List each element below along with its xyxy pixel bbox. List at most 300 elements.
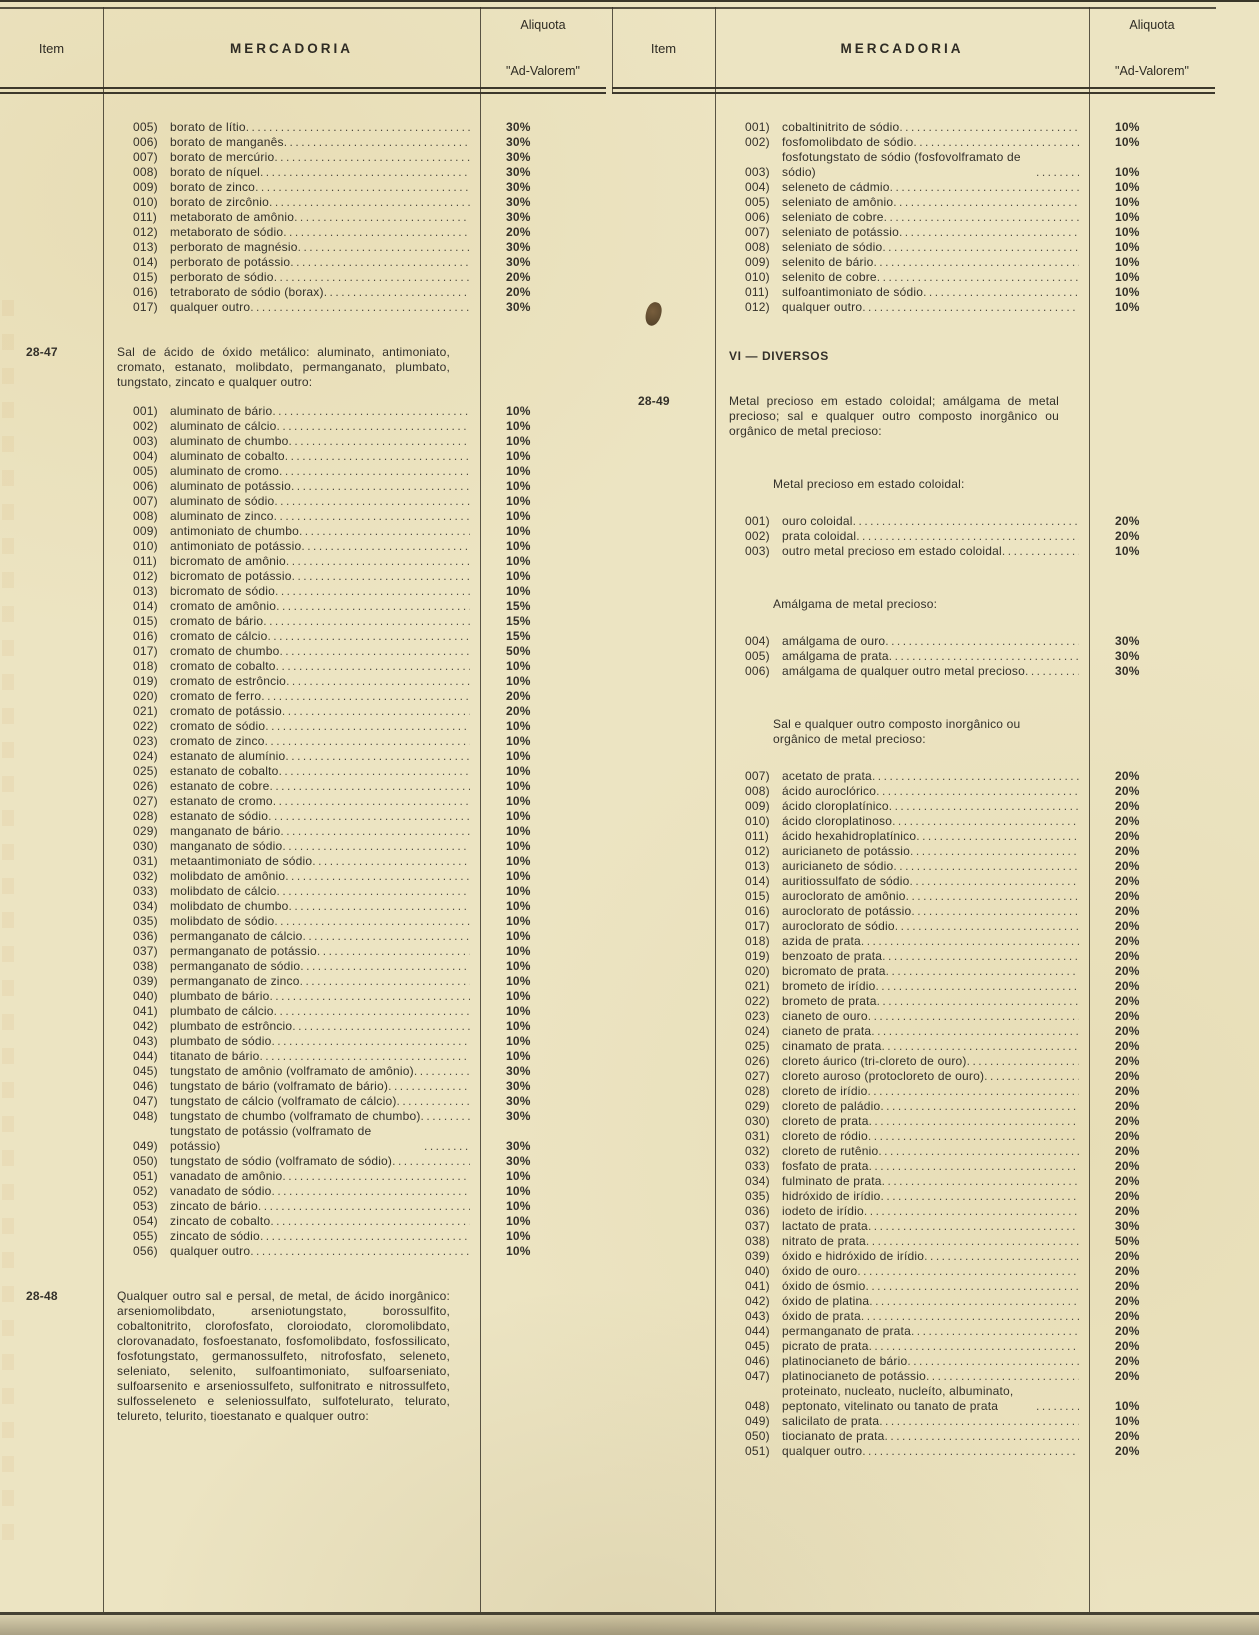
column-header-item: Item <box>38 40 65 56</box>
entry-text: aluminato de cobalto <box>170 449 285 463</box>
dot-leader <box>299 524 470 539</box>
aliquota-value: 10% <box>506 434 531 448</box>
heading-block <box>612 394 1215 439</box>
aliquota-value: 20% <box>1115 979 1140 993</box>
mercadoria-cell <box>715 1354 1089 1369</box>
dot-leader <box>261 689 470 704</box>
aliquota-value: 10% <box>1115 285 1140 299</box>
aliquota-value: 20% <box>1115 1084 1140 1098</box>
entry-number: 010) <box>133 195 158 209</box>
column-header-mercadoria: MERCADORIA <box>230 40 353 56</box>
aliquota-value: 20% <box>1115 1069 1140 1083</box>
subheading-text: Sal e qualquer outro composto inorgânico ou orgânico de metal precioso: <box>773 717 1021 746</box>
dot-leader <box>1002 544 1079 559</box>
entry-text: tungstato de sódio (volframato de sódio) <box>170 1154 393 1168</box>
dot-leader <box>916 829 1079 844</box>
entry-number: 049) <box>745 1414 770 1428</box>
entry-number: 020) <box>745 964 770 978</box>
mercadoria-cell <box>103 914 480 929</box>
mercadoria-cell <box>715 1054 1089 1069</box>
aliquota-value: 10% <box>506 869 531 883</box>
mercadoria-cell <box>715 1279 1089 1294</box>
mercadoria-cell <box>103 839 480 854</box>
table-row <box>0 509 606 524</box>
page-bottom-shadow <box>0 1615 1259 1635</box>
dot-leader <box>301 539 470 554</box>
entry-number: 031) <box>133 854 158 868</box>
header-divider-rule <box>0 87 606 94</box>
table-row <box>612 195 1215 210</box>
entry-number: 006) <box>745 210 770 224</box>
entry-number: 016) <box>133 629 158 643</box>
entry-number: 032) <box>133 869 158 883</box>
dot-leader <box>857 1264 1079 1279</box>
aliquota-value: 10% <box>506 419 531 433</box>
table-row <box>612 1159 1215 1174</box>
entry-text: cianeto de prata <box>782 1024 872 1038</box>
aliquota-value: 10% <box>506 674 531 688</box>
mercadoria-cell <box>103 240 480 255</box>
aliquota-value: 20% <box>506 225 531 239</box>
entry-text: cromato de amônio <box>170 599 277 613</box>
entry-text: manganato de bário <box>170 824 281 838</box>
entry-number: 023) <box>133 734 158 748</box>
mercadoria-cell <box>103 584 480 599</box>
entry-text: molibdato de amônio <box>170 869 286 883</box>
dot-leader <box>276 599 470 614</box>
table-row <box>0 614 606 629</box>
aliquota-value: 20% <box>1115 1129 1140 1143</box>
table-row <box>0 210 606 225</box>
entry-text: titanato de bário <box>170 1049 260 1063</box>
dot-leader <box>877 994 1079 1009</box>
aliquota-value: 10% <box>506 449 531 463</box>
mercadoria-cell <box>103 255 480 270</box>
aliquota-value: 20% <box>1115 1444 1140 1458</box>
table-row <box>0 824 606 839</box>
entry-number: 028) <box>745 1084 770 1098</box>
mercadoria-cell <box>715 814 1089 829</box>
entry-number: 017) <box>133 300 158 314</box>
mercadoria-cell <box>103 1244 480 1259</box>
dot-leader <box>875 979 1079 994</box>
table-row <box>612 1054 1215 1069</box>
table-row <box>0 464 606 479</box>
mercadoria-cell <box>715 769 1089 784</box>
aliquota-value: 30% <box>506 300 531 314</box>
mercadoria-cell <box>103 764 480 779</box>
entry-text: aluminato de chumbo <box>170 434 289 448</box>
entry-number: 043) <box>745 1309 770 1323</box>
entry-number: 005) <box>133 120 158 134</box>
aliquota-value: 10% <box>506 719 531 733</box>
aliquota-value: 10% <box>506 1169 531 1183</box>
table-row <box>0 449 606 464</box>
entry-text: cianeto de ouro <box>782 1009 868 1023</box>
entry-number: 004) <box>133 449 158 463</box>
entry-number: 002) <box>745 529 770 543</box>
entry-text: molibdato de cálcio <box>170 884 277 898</box>
dot-leader <box>312 854 470 869</box>
table-row <box>0 659 606 674</box>
table-row <box>612 1099 1215 1114</box>
dot-leader <box>895 919 1079 934</box>
dot-leader <box>277 419 470 434</box>
table-row <box>612 1174 1215 1189</box>
aliquota-value: 20% <box>506 689 531 703</box>
mercadoria-cell <box>103 719 480 734</box>
entry-text: cloreto áurico (tri-cloreto de ouro) <box>782 1054 967 1068</box>
aliquota-value: 20% <box>1115 1099 1140 1113</box>
table-row <box>612 889 1215 904</box>
entry-text: iodeto de irídio <box>782 1204 864 1218</box>
entry-text: estanato de cobalto <box>170 764 279 778</box>
dot-leader <box>289 434 470 449</box>
dot-leader <box>414 1064 470 1079</box>
table-row <box>0 1124 606 1154</box>
entry-text: tungstato de potássio (volframato de potássio) <box>170 1124 372 1153</box>
entries-block <box>612 120 1215 315</box>
entry-number: 002) <box>745 135 770 149</box>
mercadoria-cell <box>103 270 480 285</box>
mercadoria-cell <box>715 1099 1089 1114</box>
aliquota-value: 20% <box>506 270 531 284</box>
table-row <box>0 479 606 494</box>
entry-number: 035) <box>745 1189 770 1203</box>
dot-leader <box>886 964 1079 979</box>
mercadoria-cell <box>103 1199 480 1214</box>
mercadoria-cell <box>715 1414 1089 1429</box>
entry-number: 017) <box>745 919 770 933</box>
entry-number: 037) <box>133 944 158 958</box>
entry-text: cloreto de paládio <box>782 1099 881 1113</box>
dot-leader <box>324 285 470 300</box>
table-row <box>612 664 1215 679</box>
table-row <box>0 1079 606 1094</box>
entry-number: 013) <box>745 859 770 873</box>
entry-text: cloreto de rutênio <box>782 1144 879 1158</box>
table-row <box>0 584 606 599</box>
entry-text: auricianeto de sódio <box>782 859 894 873</box>
entry-text: seleniato de amônio <box>782 195 894 209</box>
dot-leader <box>290 255 470 270</box>
mercadoria-cell <box>715 255 1089 270</box>
dot-leader <box>910 844 1079 859</box>
table-row <box>612 180 1215 195</box>
aliquota-value: 30% <box>506 1064 531 1078</box>
entry-number: 044) <box>133 1049 158 1063</box>
aliquota-value: 10% <box>506 569 531 583</box>
aliquota-value: 20% <box>1115 1324 1140 1338</box>
aliquota-value: 20% <box>1115 1339 1140 1353</box>
mercadoria-cell <box>715 135 1089 150</box>
entry-text: aluminato de cromo <box>170 464 279 478</box>
entry-text: cromato de cobalto <box>170 659 276 673</box>
entry-text: vanadato de amônio <box>170 1169 283 1183</box>
entry-number: 056) <box>133 1244 158 1258</box>
subheading-row <box>612 597 1215 612</box>
aliquota-label-line2: "Ad-Valorem" <box>1115 64 1189 78</box>
entry-text: seleniato de potássio <box>782 225 899 239</box>
mercadoria-cell <box>103 524 480 539</box>
subheading-row <box>612 477 1215 492</box>
mercadoria-cell <box>103 404 480 419</box>
dot-leader <box>913 135 1079 150</box>
entry-number: 015) <box>745 889 770 903</box>
mercadoria-cell <box>715 210 1089 225</box>
table-row <box>0 1169 606 1184</box>
entry-text: estanato de cromo <box>170 794 273 808</box>
entry-number: 001) <box>745 120 770 134</box>
table-row <box>0 285 606 300</box>
aliquota-value: 10% <box>506 839 531 853</box>
aliquota-value: 20% <box>1115 529 1140 543</box>
entry-number: 051) <box>133 1169 158 1183</box>
heading-block <box>0 1289 606 1424</box>
mercadoria-cell <box>103 285 480 300</box>
mercadoria-cell <box>103 569 480 584</box>
entry-number: 021) <box>745 979 770 993</box>
aliquota-value: 10% <box>506 1034 531 1048</box>
entry-text: cromato de sódio <box>170 719 266 733</box>
mercadoria-cell <box>103 1094 480 1109</box>
table-row <box>0 195 606 210</box>
aliquota-value: 20% <box>1115 874 1140 888</box>
entry-number: 010) <box>745 270 770 284</box>
aliquota-value: 20% <box>1115 784 1140 798</box>
table-row <box>0 240 606 255</box>
mercadoria-cell <box>715 1024 1089 1039</box>
aliquota-value: 10% <box>1115 300 1140 314</box>
table-row <box>0 270 606 285</box>
aliquota-value: 10% <box>506 1004 531 1018</box>
aliquota-value: 20% <box>1115 1114 1140 1128</box>
table-row <box>0 120 606 135</box>
mercadoria-cell <box>103 599 480 614</box>
dot-leader <box>906 889 1079 904</box>
table-row <box>0 839 606 854</box>
mercadoria-cell <box>103 929 480 944</box>
aliquota-value: 20% <box>1115 1174 1140 1188</box>
table-row <box>612 1279 1215 1294</box>
entry-text: borato de mercúrio <box>170 150 275 164</box>
right-page-half <box>612 0 1215 1612</box>
mercadoria-cell <box>715 859 1089 874</box>
entry-text: cromato de chumbo <box>170 644 280 658</box>
mercadoria-cell <box>715 1189 1089 1204</box>
mercadoria-cell <box>715 1084 1089 1099</box>
section-block <box>612 349 1215 364</box>
entry-text: cloreto auroso (protocloreto de ouro) <box>782 1069 985 1083</box>
section-text: VI — DIVERSOS <box>729 349 829 363</box>
entry-number: 024) <box>133 749 158 763</box>
mercadoria-cell <box>103 974 480 989</box>
entry-text: tungstato de cálcio (volframato de cálcio) <box>170 1094 397 1108</box>
dot-leader <box>911 1324 1079 1339</box>
entry-text: permanganato de zinco <box>170 974 300 988</box>
mercadoria-cell <box>103 479 480 494</box>
table-row <box>612 829 1215 844</box>
aliquota-value: 10% <box>1115 240 1140 254</box>
aliquota-value: 20% <box>1115 1294 1140 1308</box>
mercadoria-cell <box>103 210 480 225</box>
dot-leader <box>388 1079 470 1094</box>
entry-number: 005) <box>745 649 770 663</box>
dot-leader <box>878 1144 1079 1159</box>
table-row <box>612 949 1215 964</box>
mercadoria-cell <box>103 854 480 869</box>
entry-text: permanganato de prata <box>782 1324 911 1338</box>
aliquota-value: 20% <box>1115 1354 1140 1368</box>
aliquota-value: 10% <box>506 404 531 418</box>
dot-leader <box>258 1199 470 1214</box>
aliquota-value: 30% <box>506 255 531 269</box>
mercadoria-cell <box>103 1229 480 1244</box>
table-row <box>0 899 606 914</box>
aliquota-value: 10% <box>1115 544 1140 558</box>
item-code: 28-49 <box>638 394 670 408</box>
entry-text: seleniato de sódio <box>782 240 883 254</box>
mercadoria-cell <box>103 434 480 449</box>
aliquota-value: 10% <box>506 764 531 778</box>
entry-number: 012) <box>745 844 770 858</box>
entry-text: bicromato de sódio <box>170 584 275 598</box>
aliquota-value: 10% <box>506 554 531 568</box>
table-row <box>612 964 1215 979</box>
dot-leader <box>246 120 470 135</box>
entry-text: perborato de sódio <box>170 270 274 284</box>
subheading-block <box>612 477 1215 492</box>
table-row <box>612 1234 1215 1249</box>
mercadoria-cell <box>715 949 1089 964</box>
entry-text: cromato de potássio <box>170 704 282 718</box>
heading-block <box>0 345 606 390</box>
entry-number: 005) <box>745 195 770 209</box>
dot-leader <box>879 1414 1079 1429</box>
entry-number: 042) <box>133 1019 158 1033</box>
entry-number: 043) <box>133 1034 158 1048</box>
table-row <box>612 1204 1215 1219</box>
mercadoria-cell <box>103 494 480 509</box>
aliquota-value: 20% <box>1115 1024 1140 1038</box>
aliquota-value: 10% <box>506 929 531 943</box>
mercadoria-cell <box>103 1154 480 1169</box>
aliquota-value: 50% <box>506 644 531 658</box>
entry-number: 004) <box>745 634 770 648</box>
entry-text: bicromato de prata <box>782 964 886 978</box>
table-row <box>0 929 606 944</box>
aliquota-value: 15% <box>506 599 531 613</box>
mercadoria-cell <box>715 225 1089 240</box>
aliquota-value: 10% <box>506 1244 531 1258</box>
mercadoria-cell <box>715 634 1089 649</box>
entry-number: 042) <box>745 1294 770 1308</box>
entry-text: amálgama de ouro <box>782 634 886 648</box>
table-row <box>612 1144 1215 1159</box>
mercadoria-cell <box>103 464 480 479</box>
mercadoria-cell <box>103 989 480 1004</box>
mercadoria-cell <box>715 1324 1089 1339</box>
dot-leader <box>869 1159 1079 1174</box>
mercadoria-cell <box>103 704 480 719</box>
table-row <box>612 529 1215 544</box>
entry-number: 008) <box>133 509 158 523</box>
dot-leader <box>285 749 470 764</box>
entry-text: bicromato de potássio <box>170 569 292 583</box>
entry-text: platinocianeto de potássio <box>782 1369 926 1383</box>
entry-text: ácido auroclórico <box>782 784 877 798</box>
mercadoria-cell <box>715 904 1089 919</box>
entry-number: 015) <box>133 614 158 628</box>
dot-leader <box>893 859 1079 874</box>
table-row <box>612 255 1215 270</box>
entry-number: 010) <box>745 814 770 828</box>
entry-number: 006) <box>745 664 770 678</box>
mercadoria-cell <box>103 1184 480 1199</box>
mercadoria-cell <box>715 270 1089 285</box>
entry-number: 014) <box>133 599 158 613</box>
column-header-aliquota <box>480 9 606 87</box>
dot-leader <box>864 1204 1079 1219</box>
mercadoria-cell <box>715 799 1089 814</box>
mercadoria-cell <box>103 1214 480 1229</box>
entry-text: brometo de irídio <box>782 979 876 993</box>
mercadoria-cell <box>103 554 480 569</box>
dot-leader <box>984 1069 1079 1084</box>
entry-number: 036) <box>745 1204 770 1218</box>
entry-number: 030) <box>745 1114 770 1128</box>
entry-number: 029) <box>745 1099 770 1113</box>
dot-leader <box>1036 1399 1079 1414</box>
entry-number: 031) <box>745 1129 770 1143</box>
aliquota-value: 20% <box>1115 859 1140 873</box>
entry-text: estanato de alumínio <box>170 749 286 763</box>
table-row <box>612 1129 1215 1144</box>
entry-text: tiocianato de prata <box>782 1429 885 1443</box>
entry-number: 045) <box>133 1064 158 1078</box>
mercadoria-cell <box>715 1204 1089 1219</box>
mercadoria-cell <box>103 809 480 824</box>
left-table-body <box>0 94 606 1424</box>
entry-text: ouro coloidal <box>782 514 853 528</box>
table-row <box>612 1039 1215 1054</box>
entry-text: molibdato de sódio <box>170 914 275 928</box>
aliquota-value: 10% <box>506 854 531 868</box>
aliquota-value: 30% <box>506 240 531 254</box>
aliquota-value: 30% <box>506 1079 531 1093</box>
entry-number: 039) <box>745 1249 770 1263</box>
aliquota-value: 10% <box>506 794 531 808</box>
aliquota-value: 10% <box>1115 270 1140 284</box>
aliquota-value: 10% <box>506 1229 531 1243</box>
dot-leader <box>853 514 1079 529</box>
mercadoria-cell <box>103 884 480 899</box>
entry-text: auroclorato de amônio <box>782 889 906 903</box>
aliquota-value: 20% <box>1115 1054 1140 1068</box>
table-row <box>612 979 1215 994</box>
entry-number: 049) <box>133 1139 158 1153</box>
item-description: Metal precioso em estado coloidal; amálgama de metal precioso; sal e qualquer outro composto inorgânico ou orgânico de metal precioso: <box>729 394 1059 438</box>
entry-number: 040) <box>745 1264 770 1278</box>
dot-leader <box>292 1019 470 1034</box>
table-row <box>612 210 1215 225</box>
aliquota-value: 30% <box>506 135 531 149</box>
aliquota-value: 20% <box>1115 1009 1140 1023</box>
entry-text: prata coloidal <box>782 529 857 543</box>
table-row <box>612 240 1215 255</box>
entry-text: cromato de bário <box>170 614 264 628</box>
mercadoria-cell <box>715 919 1089 934</box>
